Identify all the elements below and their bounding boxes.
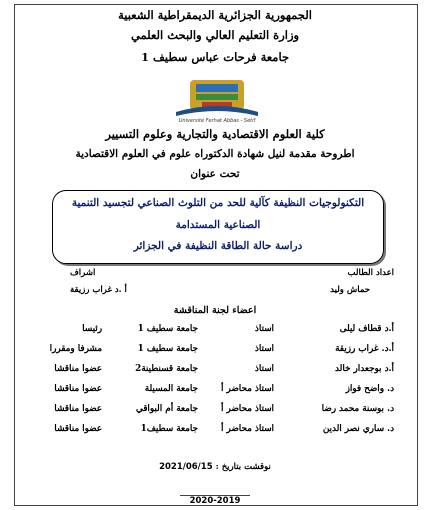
- jury-row: [0, 344, 430, 358]
- thesis-description: اطروحة مقدمة لنيل شهادة الدكتوراه علوم في العلوم الاقتصادية: [75, 148, 355, 160]
- jury-rank: استاذ: [254, 344, 274, 354]
- jury-role: عضوا مناقشا: [54, 364, 102, 374]
- under-title-label: تحت عنوان: [190, 168, 240, 180]
- jury-row: [0, 424, 430, 438]
- jury-row: [0, 384, 430, 398]
- jury-role: مشرفا ومقررا: [49, 344, 102, 354]
- jury-uni: جامعة سطيف 1: [137, 324, 198, 334]
- jury-uni: جامعة أم البواقي: [135, 404, 198, 414]
- jury-uni: جامعة سطيف1: [140, 424, 198, 434]
- jury-name: د. واضح فواز: [345, 384, 394, 394]
- university-heading: جامعة فرحات عباس سطيف 1: [140, 50, 290, 64]
- jury-rank: استاذ: [254, 364, 274, 374]
- jury-rank: استاذ محاضر أ: [220, 384, 274, 394]
- jury-rank: استاذ محاضر أ: [220, 424, 274, 434]
- title-line-3: دراسة حالة الطاقة النظيفة في الجزائر: [133, 240, 303, 252]
- jury-role: عضوا مناقشا: [54, 424, 102, 434]
- defense-date: 2021/06/15: [159, 462, 213, 472]
- committee-title: اعضاء لجنة المناقشة: [173, 305, 257, 316]
- defense-date-line: [0, 462, 430, 472]
- student-label: اعداد الطالب: [347, 268, 394, 278]
- jury-uni: جامعة المسيلة: [144, 384, 198, 394]
- jury-name: أ.د بوجعدار خالد: [335, 364, 394, 374]
- jury-uni: جامعة سطيف 1: [137, 344, 198, 354]
- jury-row: [0, 364, 430, 378]
- academic-year: 2020-2019: [180, 495, 250, 510]
- jury-role: رئيسا: [82, 324, 102, 334]
- republic-heading: الجمهورية الجزائرية الديمقراطية الشعبية: [118, 8, 312, 22]
- jury-uni: جامعة قسنطينة2: [135, 364, 198, 374]
- student-name: حماش وليد: [330, 285, 370, 295]
- jury-role: عضوا مناقشا: [54, 404, 102, 414]
- defense-label: نوقشت بتاريخ :: [215, 462, 271, 472]
- title-line-2: الصناعية المستدامة: [175, 219, 261, 231]
- jury-name: د. ساري نصر الدين: [322, 424, 394, 434]
- ministry-heading: وزارة التعليم العالي والبحث العلمي: [130, 28, 300, 42]
- jury-rank: استاذ: [254, 324, 274, 334]
- jury-rank: استاذ محاضر أ: [220, 404, 274, 414]
- supervisor-name: أ .د غراب رزيقة: [70, 285, 127, 295]
- jury-row: [0, 404, 430, 418]
- jury-row: [0, 324, 430, 338]
- supervisor-label: اشراف: [70, 268, 96, 278]
- jury-name: أ.د قطاف ليلى: [339, 324, 394, 334]
- title-box: [52, 190, 384, 264]
- jury-name: أ.د. غراب رزيقة: [335, 344, 394, 354]
- jury-name: د. بوسنة محمد رضا: [321, 404, 394, 414]
- logo-caption: Université Ferhat Abbas - Sétif: [178, 118, 256, 124]
- title-line-1: التكنولوجيات النظيفة كآلية للحد من التلوث الصناعي لتجسيد التنمية: [71, 197, 365, 209]
- jury-role: عضوا مناقشا: [54, 384, 102, 394]
- faculty-heading: كلية العلوم الاقتصادية والتجارية وعلوم التسيير: [105, 127, 325, 141]
- university-logo-icon: [172, 76, 262, 124]
